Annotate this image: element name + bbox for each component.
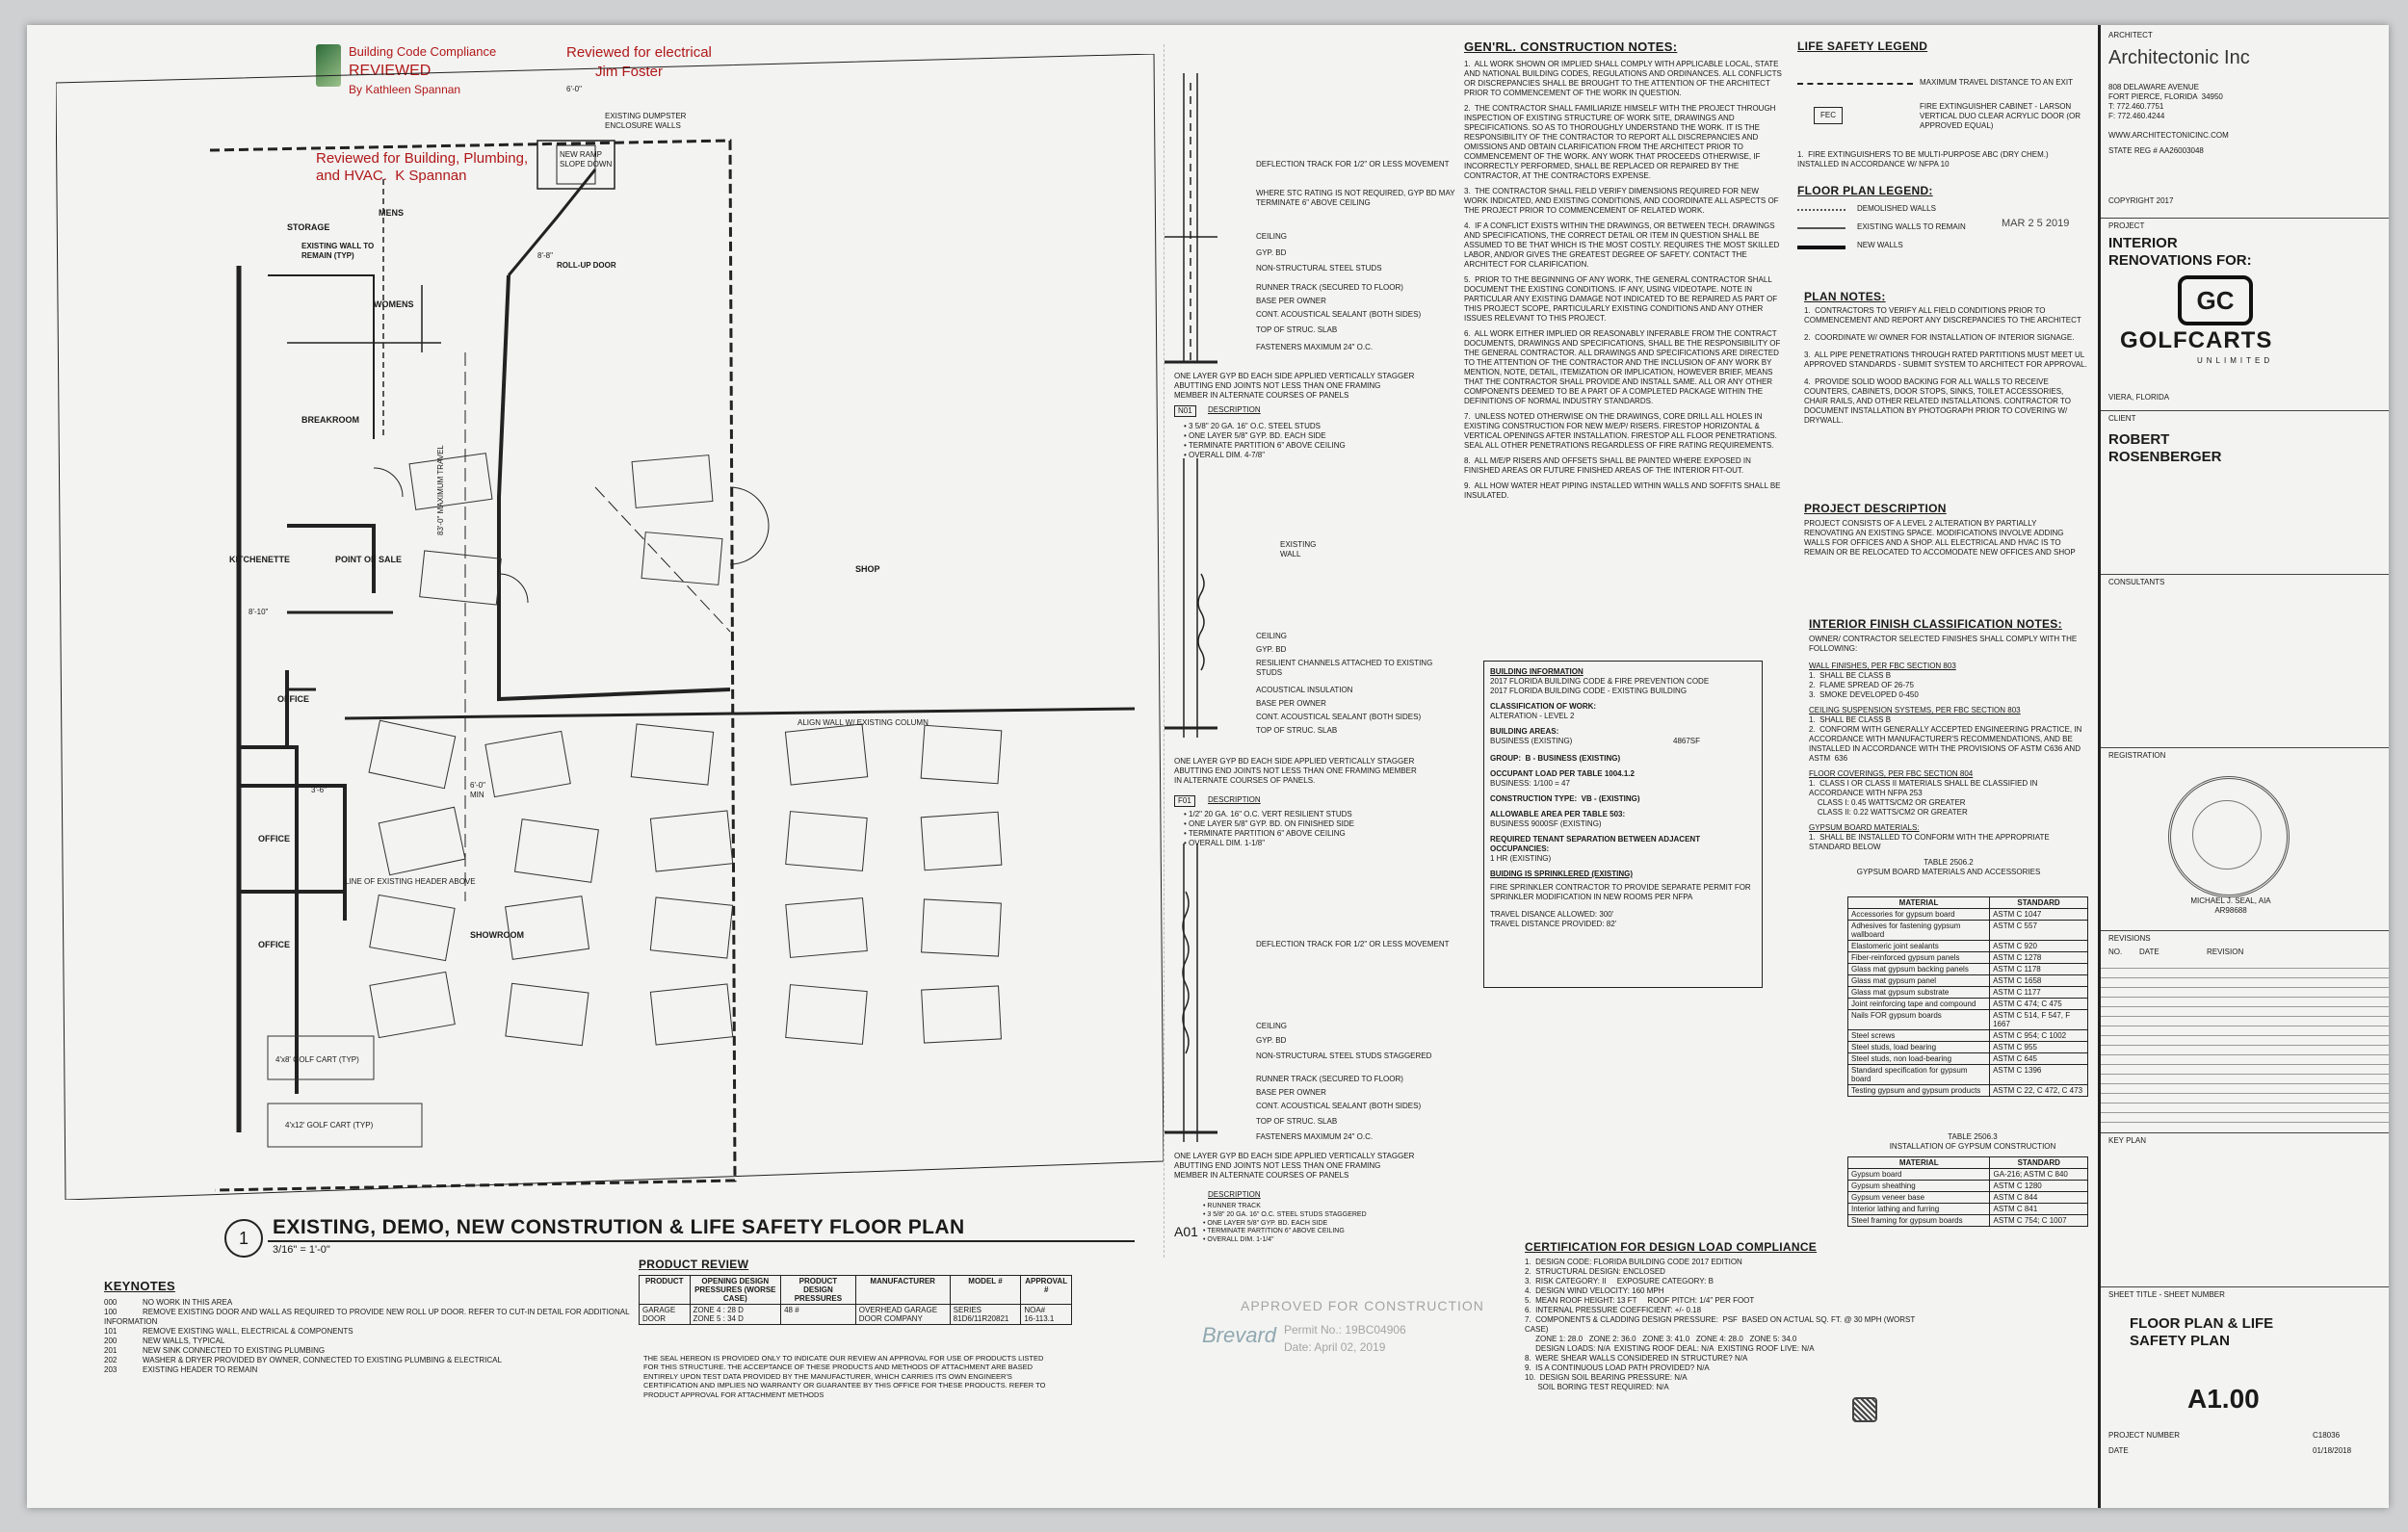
registration-section [2101,747,2389,931]
bi-occupant: BUSINESS: 1/100 = 47 [1490,779,1570,788]
interior-finish-body [1809,635,2088,877]
note-cart1: 4'x8' GOLF CART (TYP) [275,1055,359,1064]
keynote-text: NEW SINK CONNECTED TO EXISTING PLUMBING [143,1346,326,1355]
t1-cell: Glass mat gypsum backing panels [1848,964,1990,975]
t2-cell: Gypsum board [1848,1169,1990,1181]
certification-list [1525,1258,1929,1392]
bi-sprinkler: FIRE SPRINKLER CONTRACTOR TO PROVIDE SEPARATE PERMIT FOR SPRINKLER MODIFICATION IN NEW ROOMS PER NFPA [1490,883,1753,901]
electrical-review: Reviewed for electrical [566,44,712,61]
t1-cell: Elastomeric joint sealants [1848,941,1990,952]
architect-web: WWW.ARCHITECTONICINC.COM [2108,131,2229,140]
s2-desc: • 1/2" 20 GA. 16" O.C. VERT RESILIENT STUDS • ONE LAYER 5/8" GYP. BD. ON FINISHED SIDE • TERMINATE PARTITION 6" ABOVE CEILING • OVERALL DIM. 1-1/8" [1184,810,1354,847]
pr-head: OPENING DESIGN PRESSURES (WORSE CASE) [690,1276,781,1305]
s2-label: BASE PER OWNER [1256,699,1326,708]
general-note: 4. IF A CONFLICT EXISTS WITHIN THE DRAWINGS, OR BETWEEN TECH. DRAWINGS AND SPECIFICATIONS, THE CORRECT DETAIL OR ITEM IN QUESTION SHALL BE ASSUMED TO BE THAT WHICH IS THE MOST COSTLY. REQUIRES THE MOST SKILLED LABOR, AND/OR GIVES THE GREATEST DEGREE OF SAFETY. CONTACT THE ARCHITECT FOR CLARIFICATION. [1464,221,1782,269]
general-note: 1. ALL WORK SHOWN OR IMPLIED SHALL COMPLY WITH APPLICABLE LOCAL, STATE AND NATIONAL BUILDING CODES, REGULATIONS AND ORDINANCES. ALL CONFLICTS OR DISCREPANCIES SHALL BE BROUGHT TO THE ATTENTION OF THE ARCHITECT PRIOR TO COMMENCEMENT OF THE WORK IN QUESTION. [1464,60,1785,97]
architect-seal-icon [2168,776,2290,897]
approved-brand: Brevard [1202,1323,1277,1347]
if-floor-title: FLOOR COVERINGS, PER FBC SECTION 804 [1809,769,1974,778]
plan-number-circle: 1 [224,1219,263,1258]
keynote-code: 100 [104,1308,118,1316]
s3-label: GYP. BD [1256,1036,1287,1045]
t1-cell: ASTM C 1178 [1990,964,2088,975]
keynote-row [104,1356,643,1365]
note-travel: 83'-0" MAXIMUM TRAVEL [436,445,445,535]
s3-desc-title: DESCRIPTION [1208,1190,1261,1199]
consultants-section [2101,574,2389,748]
note-rollup: ROLL-UP DOOR [557,261,616,270]
seal-badge-icon [1852,1397,1877,1422]
sheet-number: A1.00 [2187,1384,2260,1414]
floor-plan [56,54,1164,1200]
sheet-date: 01/18/2018 [2313,1446,2352,1455]
t2-cell: ASTM C 844 [1990,1192,2088,1204]
project-location: VIERA, FLORIDA [2108,393,2170,402]
t2-cell: ASTM C 754; C 1007 [1990,1215,2088,1227]
architect-section [2101,25,2389,219]
bi-travel: TRAVEL DISANCE ALLOWED: 300' TRAVEL DISTANCE PROVIDED: 82' [1490,910,1617,928]
room-kitchenette: KITCHENETTE [229,555,290,564]
bi-areas-label: BUILDING AREAS: [1490,727,1559,736]
keynote-code: 203 [104,1365,118,1374]
project-description-title: PROJECT DESCRIPTION [1804,502,1947,515]
plan-notes-title: PLAN NOTES: [1804,290,1886,303]
s3-note: ONE LAYER GYP BD EACH SIDE APPLIED VERTICALLY STAGGER ABUTTING END JOINTS NOT LESS THAN ONE FRAMING MEMBER IN ALTERNATE COURSES OF PANELS [1174,1152,1417,1180]
logo-name: GOLFCARTS [2120,327,2273,353]
t2-cell: Steel framing for gypsum boards [1848,1215,1990,1227]
sheet-title-label: SHEET TITLE - SHEET NUMBER [2108,1290,2225,1299]
room-office-2: OFFICE [258,834,290,844]
product-review-table [639,1275,1072,1325]
t1-cell: Testing gypsum and gypsum products [1848,1085,1990,1097]
interior-finish-title: INTERIOR FINISH CLASSIFICATION NOTES: [1809,617,2062,631]
sheet-section [2101,1286,2389,1508]
bi-areas-row [1490,737,1756,748]
cert-item: DESIGN LOADS: N/A EXISTING ROOF DEAL: N/A EXISTING ROOF LIVE: N/A [1525,1344,1815,1353]
room-showroom: SHOWROOM [470,930,524,940]
dim-1: 6'-0" [566,85,582,93]
s1-label: FASTENERS MAXIMUM 24" O.C. [1256,343,1374,351]
t1-cell: ASTM C 955 [1990,1042,2088,1053]
t1-cell: Joint reinforcing tape and compound [1848,999,1990,1010]
bi-allowable: BUSINESS 9000SF (EXISTING) [1490,819,1602,828]
t1-cell: Adhesives for fastening gypsum wallboard [1848,921,1990,941]
s1-desc: • 3 5/8" 20 GA. 16" O.C. STEEL STUDS • ONE LAYER 5/8" GYP. BD. EACH SIDE • TERMINATE PARTITION 6" ABOVE CEILING • OVERALL DIM. 4-7/8" [1184,422,1346,459]
cert-item: 6. INTERNAL PRESSURE COEFFICIENT: +/- 0.18 [1525,1306,1702,1314]
pr-cell: SERIES 81D6/11R20821 [950,1305,1021,1325]
table-2506-3 [1847,1156,2088,1227]
s2-label: CEILING [1256,632,1288,640]
keynote-row [104,1308,643,1327]
pr-cell: GARAGE DOOR [640,1305,691,1325]
project-number-label: PROJECT NUMBER [2108,1431,2181,1440]
legend-demolished: DEMOLISHED WALLS [1857,204,1936,213]
general-note: 5. PRIOR TO THE BEGINNING OF ANY WORK, THE GENERAL CONTRACTOR SHALL DOCUMENT THE EXISTING CONDITIONS. IF ANY, USING VIDEOTAPE. NOTE IN PARTICULAR ANY EXISTING DAMAGE NOT INDICATED TO BE REPAIRED AS PART OF THIS PROJECT SCOPE, PARTICULARLY EXISTING CONDITIONS AND ANY OTHER ISSUES RELEVANT TO THIS PROJECT. [1464,275,1780,323]
s2-tag: F01 [1174,795,1195,807]
max-travel-text: MAXIMUM TRAVEL DISTANCE TO AN EXIT [1920,78,2073,87]
compliance-label: Building Code Compliance [349,44,497,59]
s1-label: RUNNER TRACK (SECURED TO FLOOR) [1256,283,1403,292]
keynote-text: EXISTING HEADER TO REMAIN [143,1365,258,1374]
note-align: ALIGN WALL W/ EXISTING COLUMN [798,718,929,727]
t1-cell: Glass mat gypsum panel [1848,975,1990,987]
cert-item: ZONE 1: 28.0 ZONE 2: 36.0 ZONE 3: 41.0 ZONE 4: 28.0 ZONE 5: 34.0 [1525,1335,1797,1343]
architect-label: ARCHITECT [2108,31,2153,39]
bph-review: Reviewed for Building, Plumbing, and HVAC. K Spannan [316,150,529,184]
reviewer-name: By Kathleen Spannan [349,83,461,96]
s3-label: TOP OF STRUC. SLAB [1256,1117,1338,1126]
note-cart2: 4'x12' GOLF CART (TYP) [285,1121,374,1130]
room-mens: MENS [379,208,405,218]
if-intro: OWNER/ CONTRACTOR SELECTED FINISHES SHALL COMPLY WITH THE FOLLOWING: [1809,635,2080,653]
general-note: 2. THE CONTRACTOR SHALL FAMILIARIZE HIMSELF WITH THE PROJECT THROUGH INSPECTION OF EXISTING STRUCTURE OF WORK SITE, DRAWINGS AND SPECIFICATIONS. SO AS TO THOROUGHLY UNDERSTAND THE WORK. IT IS THE RESPONSIBILITY OF THE CONTRACTOR TO REPORT ALL DISCREPANCIES AND OMISSIONS AND OBTAIN CLARIFICATION FROM THE ARCHITECT PRIOR TO COMMENCEMENT OF THE WORK. ANY WORK THAT PROCEEDS OTHERWISE, IF INCORRECTLY PERFORMED, SHALL BE REPLACED OR REPAIRED BY THE CONTRACTOR, AT THE CONTRACTORS EXPENSE. [1464,104,1778,180]
t1-cell: Steel studs, non load-bearing [1848,1053,1990,1065]
t1-cell: ASTM C 920 [1990,941,2088,952]
if-ceiling-title: CEILING SUSPENSION SYSTEMS, PER FBC SECTION 803 [1809,706,2021,714]
keynote-text: REMOVE EXISTING DOOR AND WALL AS REQUIRED TO PROVIDE NEW ROLL UP DOOR. REFER TO CUT-IN DETAIL FOR ADDITIONAL INFORMATION [104,1308,632,1326]
table-2506-2-title: TABLE 2506.2 GYPSUM BOARD MATERIALS AND ACCESSORIES [1856,858,2041,876]
approved-text: APPROVED FOR CONSTRUCTION [1241,1298,1484,1313]
legend-demolished-swatch [1797,209,1845,211]
t1-cell: ASTM C 1278 [1990,952,2088,964]
architect-license: STATE REG # AA26003048 [2108,146,2204,155]
revision-grid [2101,959,2389,1128]
dim-4: 3'-6" [311,786,327,794]
s2-label: EXISTING WALL [1280,540,1319,558]
general-note: 6. ALL WORK EITHER IMPLIED OR REASONABLY INFERABLE FROM THE CONTRACT DOCUMENTS, DRAWINGS AND SPECIFICATIONS, SHALL BE THE RESPONSIBILITY OF THE GENERAL CONTRACTOR. ALL DRAWINGS AND SPECIFICATIONS ARE DIRECTED TO THE ATTENTION OF THE CONTRACTOR AND THE INCLUSION OF ANY WORK BY MENTION, NOTE, DETAIL, ITEMIZATION OR IMPLICATION, HOWEVER BRIEF, MEANS THAT THE CONTRACTOR SHALL PROVIDE AND INSTALL SAME. ALL OR ANY OTHER COMPONENTS DEEMED TO BE A PART OF A COMPLETED PACKAGE WITHIN THE DEFINITIONS OF NORMAL INDUSTRY STANDARDS. [1464,329,1783,405]
cert-item: 4. DESIGN WIND VELOCITY: 160 MPH [1525,1286,1664,1295]
date-label: DATE [2108,1446,2129,1455]
pr-head: PRODUCT DESIGN PRESSURES [781,1276,856,1305]
s3-label: BASE PER OWNER [1256,1088,1326,1097]
t1-head: STANDARD [1990,897,2088,909]
sheet-title: FLOOR PLAN & LIFE SAFETY PLAN [2130,1315,2274,1349]
client-label: CLIENT [2108,414,2136,423]
bi-allowable-label: ALLOWABLE AREA PER TABLE 503: [1490,810,1626,818]
if-gypsum: 1. SHALL BE INSTALLED TO CONFORM WITH THE APPROPRIATE STANDARD BELOW [1809,833,2052,851]
room-shop: SHOP [855,564,880,574]
s3-label: NON-STRUCTURAL STEEL STUDS STAGGERED [1256,1052,1432,1060]
s3-tag: A01 [1174,1224,1198,1239]
if-wall: 1. SHALL BE CLASS B 2. FLAME SPREAD OF 26-75 3. SMOKE DEVELOPED 0-450 [1809,671,1919,699]
t2-head: STANDARD [1990,1157,2088,1169]
revisions-label: REVISIONS [2108,934,2151,943]
client-name: ROBERT ROSENBERGER [2108,431,2222,465]
rev-head-no: NO. [2108,948,2123,956]
bi-class-label: CLASSIFICATION OF WORK: [1490,702,1597,711]
t2-cell: ASTM C 1280 [1990,1181,2088,1192]
keynote-row [104,1337,643,1346]
golfcarts-logo-icon: GC [2178,275,2253,325]
note-dumpster: EXISTING DUMPSTER ENCLOSURE WALLS [605,112,687,130]
s2-note: ONE LAYER GYP BD EACH SIDE APPLIED VERTICALLY STAGGER ABUTTING END JOINTS NOT LESS THAN ONE FRAMING MEMBER IN ALTERNATE COURSES OF PANELS. [1174,757,1419,785]
cert-item: 9. IS A CONTINUOUS LOAD PATH PROVIDED? N/A [1525,1363,1710,1372]
cert-item: SOIL BORING TEST REQUIRED: N/A [1525,1383,1669,1391]
keynote-row [104,1346,643,1356]
bi-class: ALTERATION - LEVEL 2 [1490,712,1575,720]
t1-cell: Steel studs, load bearing [1848,1042,1990,1053]
cert-item: 2. STRUCTURAL DESIGN: ENCLOSED [1525,1267,1665,1276]
project-label: PROJECT [2108,221,2145,230]
if-ceiling: 1. SHALL BE CLASS B 2. CONFORM WITH GENERALLY ACCEPTED ENGINEERING PRACTICE, IN ACCORDANCE WITH MANUFACTURER'S RECOMMENDATIONS, AND BE INSTALLED IN ACCORDANCE WITH THE PROVISIONS OF ASTM C636 AND ASTM 636 [1809,715,2082,763]
general-note: 8. ALL M/E/P RISERS AND OFFSETS SHALL BE PAINTED WHERE EXPOSED IN FINISHED AREAS OR FUTURE FINISHED AREAS OF THE INTERIOR FIT-OUT. [1464,456,1754,475]
t1-cell: ASTM C 954; C 1002 [1990,1030,2088,1042]
s2-label: TOP OF STRUC. SLAB [1256,726,1338,735]
s2-label: CONT. ACOUSTICAL SEALANT (BOTH SIDES) [1256,713,1422,721]
plan-title: EXISTING, DEMO, NEW CONSTRUTION & LIFE SAFETY FLOOR PLAN [273,1216,965,1238]
keynotes-title: KEYNOTES [104,1279,175,1293]
bi-separation-label: REQUIRED TENANT SEPARATION BETWEEN ADJACENT OCCUPANCIES: [1490,835,1703,853]
floor-plan-drawing [56,54,1164,1200]
s1-tag: N01 [1174,405,1196,417]
note-existing-wall: EXISTING WALL TO REMAIN (TYP) [301,242,375,260]
building-info-box [1483,661,1763,988]
t1-cell: Steel screws [1848,1030,1990,1042]
cert-item: 5. MEAN ROOF HEIGHT: 13 FT ROOF PITCH: 1/4" PER FOOT [1525,1296,1755,1305]
drawing-sheet [27,25,2389,1508]
cert-item: 1. DESIGN CODE: FLORIDA BUILDING CODE 2017 EDITION [1525,1258,1742,1266]
copyright: COPYRIGHT 2017 [2108,196,2174,205]
t1-cell: ASTM C 1047 [1990,909,2088,921]
t1-cell: ASTM C 645 [1990,1053,2088,1065]
t1-cell: ASTM C 557 [1990,921,2088,941]
general-note: 3. THE CONTRACTOR SHALL FIELD VERIFY DIMENSIONS REQUIRED FOR NEW WORK INDICATED, AND EXISTING CONDITIONS, AND COORDINATE ALL ASPECTS OF THE PROJECT PRIOR TO COMMENCEMENT OF RELATED WORK. [1464,187,1781,215]
pr-cell: ZONE 4 : 28 D ZONE 5 : 34 D [690,1305,781,1325]
general-notes-list [1464,60,1785,506]
cert-item: 8. WERE SHEAR WALLS CONSIDERED IN STRUCTURE? N/A [1525,1354,1748,1363]
t1-cell: Nails FOR gypsum boards [1848,1010,1990,1030]
t1-cell: Standard specification for gypsum board [1848,1065,1990,1085]
pr-head: MODEL # [950,1276,1021,1305]
keynote-code: 201 [104,1346,118,1355]
certification-title: CERTIFICATION FOR DESIGN LOAD COMPLIANCE [1525,1240,1818,1254]
s1-note: ONE LAYER GYP BD EACH SIDE APPLIED VERTICALLY STAGGER ABUTTING END JOINTS NOT LESS THAN ONE FRAMING MEMBER IN ALTERNATE COURSES OF PANELS [1174,372,1417,400]
project-section [2101,218,2389,411]
s1-label: DEFLECTION TRACK FOR 1/2" OR LESS MOVEMENT [1256,160,1450,169]
plan-note: 1. CONTRACTORS TO VERIFY ALL FIELD CONDITIONS PRIOR TO COMMENCEMENT AND REPORT ANY DISCREPANCIES TO THE ARCHITECT [1804,306,2081,325]
s1-label: NON-STRUCTURAL STEEL STUDS [1256,264,1382,273]
reviewed-label: REVIEWED [349,63,432,79]
s1-label: WHERE STC RATING IS NOT REQUIRED, GYP BD MAY TERMINATE 6" ABOVE CEILING [1256,189,1457,207]
s1-label: CONT. ACOUSTICAL SEALANT (BOTH SIDES) [1256,310,1422,319]
s2-label: RESILIENT CHANNELS ATTACHED TO EXISTING STUDS [1256,659,1435,677]
floor-legend-title: FLOOR PLAN LEGEND: [1797,184,1933,197]
s1-desc-title: DESCRIPTION [1208,405,1261,414]
fec-icon: FEC [1814,107,1843,124]
architect-address: 808 DELAWARE AVENUE FORT PIERCE, FLORIDA 34950 T: 772.460.7751 F: 772.460.4244 [2108,83,2223,120]
legend-existing: EXISTING WALLS TO REMAIN [1857,222,1966,231]
keynote-code: 000 [104,1298,118,1307]
life-safety-title: LIFE SAFETY LEGEND [1797,39,1928,53]
if-floor: 1. CLASS I OR CLASS II MATERIALS SHALL BE CLASSIFIED IN ACCORDANCE WITH NFPA 253 CLASS I: 0.45 WATTS/CM2 OR GREATER CLASS II: 0.22 WATTS/CM2 OR GREATER [1809,779,2038,817]
s1-label: CEILING [1256,232,1288,241]
s1-label: TOP OF STRUC. SLAB [1256,325,1338,334]
keynote-code: 101 [104,1327,118,1336]
bi-group: GROUP: B - BUSINESS (EXISTING) [1490,754,1621,763]
t1-cell: Fiber-reinforced gypsum panels [1848,952,1990,964]
pr-head: MANUFACTURER [855,1276,950,1305]
t1-cell: ASTM C 22, C 472, C 473 [1990,1085,2088,1097]
s2-label: ACOUSTICAL INSULATION [1256,686,1353,694]
plan-title-underline [268,1240,1135,1242]
cert-item: 10. DESIGN SOIL BEARING PRESSURE: N/A [1525,1373,1688,1382]
life-safety-note: 1. FIRE EXTINGUISHERS TO BE MULTI-PURPOSE ABC (DRY CHEM.) INSTALLED IN ACCORDANCE W/ NFPA 10 [1797,150,2051,169]
room-point-of-sale: POINT OF SALE [335,555,403,564]
electrical-reviewer: Jim Foster [595,64,664,80]
consultants-label: CONSULTANTS [2108,578,2165,586]
product-review-title: PRODUCT REVIEW [639,1258,749,1271]
s1-label: GYP. BD [1256,248,1287,257]
dim-5: 6'-0" MIN [470,781,485,799]
bi-sprinkler-label: BUIDING IS SPRINKLERED (EXISTING) [1490,870,1634,878]
note-header: LINE OF EXISTING HEADER ABOVE [345,877,476,886]
t1-cell: ASTM C 474; C 475 [1990,999,2088,1010]
t1-cell: ASTM C 1658 [1990,975,2088,987]
architect-name: Architectonic Inc [2108,47,2250,68]
t2-cell: GA-216; ASTM C 840 [1990,1169,2088,1181]
keynote-text: NEW WALLS, TYPICAL [143,1337,225,1345]
pr-head: PRODUCT [640,1276,691,1305]
keynote-text: NO WORK IN THIS AREA [143,1298,233,1307]
wall-section-graphic [1165,44,1222,1258]
keynote-text: REMOVE EXISTING WALL, ELECTRICAL & COMPONENTS [143,1327,353,1336]
plan-note: 3. ALL PIPE PENETRATIONS THROUGH RATED PARTITIONS MUST MEET UL APPROVED STANDARDS - SUBMIT SYSTEM TO ARCHITECT FOR APPROVAL. [1804,351,2087,369]
title-block [2098,25,2389,1508]
keynote-row [104,1365,643,1375]
t1-cell: ASTM C 1177 [1990,987,2088,999]
table-2506-2 [1847,896,2088,1097]
room-breakroom: BREAKROOM [301,415,359,425]
s1-label: BASE PER OWNER [1256,297,1326,305]
t1-cell: Glass mat gypsum substrate [1848,987,1990,999]
t1-cell: ASTM C 514, F 547, F 1667 [1990,1010,2088,1030]
table-2506-3-title: TABLE 2506.3 INSTALLATION OF GYPSUM CONSTRUCTION [1889,1132,2056,1151]
plan-note: 2. COORDINATE W/ OWNER FOR INSTALLATION OF INTERIOR SIGNAGE. [1804,333,2075,342]
t1-cell: Accessories for gypsum board [1848,909,1990,921]
project-description-text: PROJECT CONSISTS OF A LEVEL 2 ALTERATION BY PARTIALLY RENOVATING AN EXISTING SPACE. MODIFICATIONS INVOLVE ADDING WALLS FOR OFFICES AND A SHOP. ALL ELECTRICAL AND HVAC IS TO REMAIN OR BE RELOCATED TO ACCOMODATE NEW OFFICES AND SHOP [1804,519,2076,557]
max-travel-line [1797,83,1913,85]
general-note: 7. UNLESS NOTED OTHERWISE ON THE DRAWINGS, CORE DRILL ALL HOLES IN EXISTING CONSTRUCTION FOR NEW M/E/P/ RISERS. FIRESTOP HORIZONTAL & VERTICAL OPENINGS AFTER INSTALLATION. FIRESTOP ALL FLOOR PENETRATIONS. SEAL ALL OTHER PENETRATIONS REGARDLESS OF FIRE RATING REQUIREMENTS. [1464,412,1780,450]
cert-item: 3. RISK CATEGORY: II EXPOSURE CATEGORY: B [1525,1277,1714,1285]
keynote-code: 202 [104,1356,118,1364]
keynote-text: WASHER & DRYER PROVIDED BY OWNER, CONNECTED TO EXISTING PLUMBING & ELECTRICAL [143,1356,502,1364]
rev-head-date: DATE [2139,948,2159,956]
project-number: C18036 [2313,1431,2341,1440]
bi-codes: 2017 FLORIDA BUILDING CODE & FIRE PREVENTION CODE 2017 FLORIDA BUILDING CODE - EXISTING BUILDING [1490,677,1710,695]
plan-notes-list [1804,306,2088,433]
pr-cell: OVERHEAD GARAGE DOOR COMPANY [855,1305,950,1325]
legend-existing-swatch [1797,227,1845,229]
bi-areas-value: 4867SF [1673,737,1701,745]
bi-title: BUILDING INFORMATION [1490,667,1584,676]
key-plan-section [2101,1132,2389,1287]
bi-occupant-label: OCCUPANT LOAD PER TABLE 1004.1.2 [1490,769,1635,778]
keynote-row [104,1327,643,1337]
client-section [2101,410,2389,575]
note-ramp: NEW RAMP SLOPE DOWN [560,150,613,169]
key-plan-label: KEY PLAN [2108,1136,2146,1145]
dim-2: 8'-8" [537,251,553,260]
s3-label: CEILING [1256,1022,1288,1030]
logo-sub: UNLIMITED [2197,356,2274,365]
t2-cell: ASTM C 841 [1990,1204,2088,1215]
room-office-3: OFFICE [258,940,290,949]
t1-head: MATERIAL [1848,897,1990,909]
s2-desc-title: DESCRIPTION [1208,795,1261,804]
general-notes-title: GEN'RL. CONSTRUCTION NOTES: [1464,39,1678,54]
keynotes-list [104,1298,643,1375]
t1-cell: ASTM C 1396 [1990,1065,2088,1085]
seal-name: MICHAEL J. SEAL, AIA AR98688 [2190,896,2271,915]
s3-label: CONT. ACOUSTICAL SEALANT (BOTH SIDES) [1256,1102,1422,1110]
room-womens: WOMENS [374,299,414,309]
seal-inner-ring [2192,800,2262,870]
rev-head-revision: REVISION [2207,948,2244,956]
t2-cell: Gypsum veneer base [1848,1192,1990,1204]
pr-cell: 48 # [781,1305,856,1325]
if-gypsum-title: GYPSUM BOARD MATERIALS: [1809,823,1920,832]
t2-head: MATERIAL [1848,1157,1990,1169]
t2-cell: Gypsum sheathing [1848,1181,1990,1192]
legend-new: NEW WALLS [1857,241,1903,249]
approved-permit: Permit No.: 19BC04906 [1284,1323,1406,1337]
s2-label: GYP. BD [1256,645,1287,654]
t2-cell: Interior lathing and furring [1848,1204,1990,1215]
approved-stamp [1202,1296,1491,1373]
s3-label: FASTENERS MAXIMUM 24" O.C. [1256,1132,1374,1141]
cert-item: 7. COMPONENTS & CLADDING DESIGN PRESSURE: PSF BASED ON ACTUAL SQ. FT. @ 30 MPH (WORST CASE) [1525,1315,1918,1334]
general-note: 9. ALL HOW WATER HEAT PIPING INSTALLED WITHIN WALLS AND SOFFITS SHALL BE INSULATED. [1464,481,1783,500]
approved-date: Date: April 02, 2019 [1284,1340,1386,1354]
dim-3: 8'-10" [249,608,269,616]
bi-separation: 1 HR (EXISTING) [1490,854,1552,863]
if-wall-title: WALL FINISHES, PER FBC SECTION 803 [1809,662,1956,670]
fec-text: FIRE EXTINGUISHER CABINET - LARSON VERTICAL DUO CLEAR ACRYLIC DOOR (OR APPROVED EQUAL) [1920,102,2082,130]
pr-cell: NOA# 16-113.1 [1021,1305,1072,1325]
revisions-section [2101,930,2389,1133]
bi-construction: CONSTRUCTION TYPE: VB - (EXISTING) [1490,794,1640,803]
room-office-1: OFFICE [277,694,309,704]
s3-desc: • RUNNER TRACK • 3 5/8" 20 GA. 16" O.C. STEEL STUDS STAGGERED • ONE LAYER 5/8" GYP. BD. EACH SIDE • TERMINATE PARTITION 6" ABOVE CEILING • OVERALL DIM. 1-1/4" [1203,1203,1367,1243]
keynote-code: 200 [104,1337,118,1345]
s3-label: DEFLECTION TRACK FOR 1/2" OR LESS MOVEMENT [1256,940,1450,948]
pr-head: APPROVAL # [1021,1276,1072,1305]
plan-note: 4. PROVIDE SOLID WOOD BACKING FOR ALL WALLS TO RECEIVE COUNTERS, CABINETS, DOOR STOPS, SINKS, TOILET ACCESSORIES, CHAIR RAILS, AND OTHER RELATED INSTALLATIONS. CONTRACTOR TO DOCUMENT INSTALLATION BY PHOTOGRAPH PRIOR TO COVERING W/ DRYWALL. [1804,377,2074,425]
bi-areas-business: BUSINESS (EXISTING) [1490,737,1573,745]
room-storage: STORAGE [287,222,330,232]
legend-new-swatch [1797,246,1845,249]
product-review-seal-note: THE SEAL HEREON IS PROVIDED ONLY TO INDICATE OUR REVIEW AN APPROVAL FOR USE OF PRODUCTS LISTED FOR THIS STRUCTURE. THE ACCEPTANCE OF THESE PRODUCTS AND METHODS OF ATTACHMENT ARE BASED ENTIRELY UPON TEST DATA PROVIDED BY THE MANUFACTURER, WHICH CARRIES ITS OWN ENGINEER'S CERTIFICATION AND IMPLIES NO WARRANTY OR GUARANTEE BY THIS OFFICE FOR THESE PRODUCTS. REFER TO PRODUCT APPROVAL FOR ATTACHMENT METHODS [643,1354,1048,1399]
date-received-stamp: MAR 2 5 2019 [2002,218,2070,229]
project-title: INTERIOR RENOVATIONS FOR: [2108,235,2252,269]
keynote-row [104,1298,643,1308]
s3-label: RUNNER TRACK (SECURED TO FLOOR) [1256,1075,1403,1083]
registration-label: REGISTRATION [2108,751,2166,760]
wall-sections [1164,44,1482,1258]
plan-scale: 3/16" = 1'-0" [273,1244,330,1256]
